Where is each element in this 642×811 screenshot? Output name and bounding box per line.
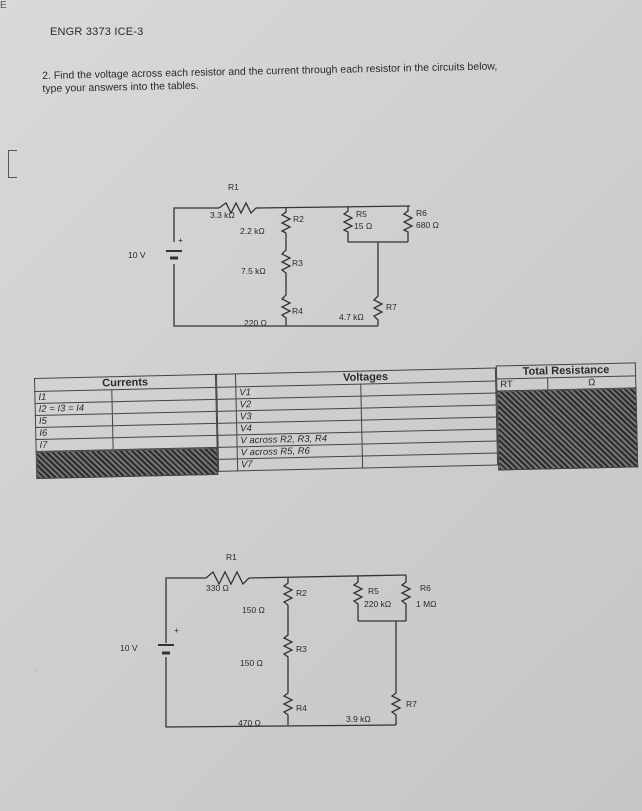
rt-unit[interactable]: Ω <box>548 376 636 390</box>
resistance-table <box>496 362 638 470</box>
c1-r5-name: R5 <box>356 209 367 219</box>
current-label: I7 <box>36 438 113 452</box>
c2-r1-value: 330 Ω <box>206 583 229 593</box>
c1-r2-value: 2.2 kΩ <box>240 226 265 236</box>
c2-r4-value: 470 Ω <box>238 718 261 728</box>
current-label: I2 = I3 = I4 <box>35 402 112 416</box>
c2-r2-name: R2 <box>296 588 307 598</box>
currents-header: Currents <box>35 374 216 391</box>
c2-plus: + <box>174 625 179 635</box>
question-line-2: type your answers into the tables. <box>42 79 199 95</box>
c1-r7-value: 4.7 kΩ <box>339 312 364 322</box>
answer-tables <box>34 364 637 528</box>
c1-r1-value: 3.3 kΩ <box>210 210 235 220</box>
hatched-cell <box>36 447 218 478</box>
current-label: I1 <box>35 390 112 404</box>
voltages-table <box>216 368 498 472</box>
rt-label: RT <box>497 378 548 391</box>
answer-cell[interactable] <box>362 453 497 468</box>
voltage-label: V1 <box>236 384 361 399</box>
current-label: I6 <box>36 426 113 440</box>
voltages-header: Voltages <box>235 368 495 387</box>
c2-r1-name: R1 <box>226 552 237 562</box>
voltage-label: V7 <box>237 456 362 471</box>
c2-r6-value: 1 MΩ <box>416 599 437 609</box>
c1-r5-value: 15 Ω <box>354 221 373 231</box>
c1-r1-name: R1 <box>228 182 239 192</box>
voltage-label: V across R2, R3, R4 <box>237 432 362 447</box>
c2-r7-name: R7 <box>406 699 417 709</box>
hatched-cell <box>497 388 638 470</box>
c1-r4-name: R4 <box>292 306 303 316</box>
c1-r4-value: 220 Ω <box>244 318 267 328</box>
c1-r3-value: 7.5 kΩ <box>241 266 266 276</box>
voltage-label: V2 <box>236 396 361 411</box>
c1-r6-value: 680 Ω <box>416 220 439 230</box>
c2-r5-value: 220 kΩ <box>364 599 392 609</box>
voltage-label: V across R5, R6 <box>237 444 362 459</box>
c2-r6-name: R6 <box>420 583 431 593</box>
c2-r3-value: 150 Ω <box>240 658 263 668</box>
c2-source-label: 10 V <box>120 643 138 653</box>
c1-r3-name: R3 <box>292 258 303 268</box>
resistance-header: Total Resistance <box>496 363 635 379</box>
margin-mark: ’ <box>35 668 37 678</box>
c1-plus: + <box>178 235 183 245</box>
table-row <box>36 447 218 478</box>
question-line-1: 2. Find the voltage across each resistor and the current through each resistor in the circuits below, <box>42 60 498 82</box>
voltage-label: V4 <box>237 420 362 435</box>
current-label: I5 <box>35 414 112 428</box>
c1-source-label: 10 V <box>128 250 146 260</box>
voltage-label: V3 <box>236 408 361 423</box>
c1-r2-name: R2 <box>293 214 304 224</box>
page-edge-mark: E <box>0 0 7 11</box>
question-text <box>42 58 622 96</box>
c2-r5-name: R5 <box>368 586 379 596</box>
c1-r6-name: R6 <box>416 208 427 218</box>
circuit-2-diagram <box>0 545 642 775</box>
c1-r7-name: R7 <box>386 302 397 312</box>
c2-r2-value: 150 Ω <box>242 605 265 615</box>
c2-r3-name: R3 <box>296 644 307 654</box>
currents-table <box>34 374 218 479</box>
c2-r7-value: 3.9 kΩ <box>346 714 371 724</box>
c2-r4-name: R4 <box>296 703 307 713</box>
circuit-1-diagram <box>0 170 642 350</box>
page-title: ENGR 3373 ICE-3 <box>50 26 144 38</box>
